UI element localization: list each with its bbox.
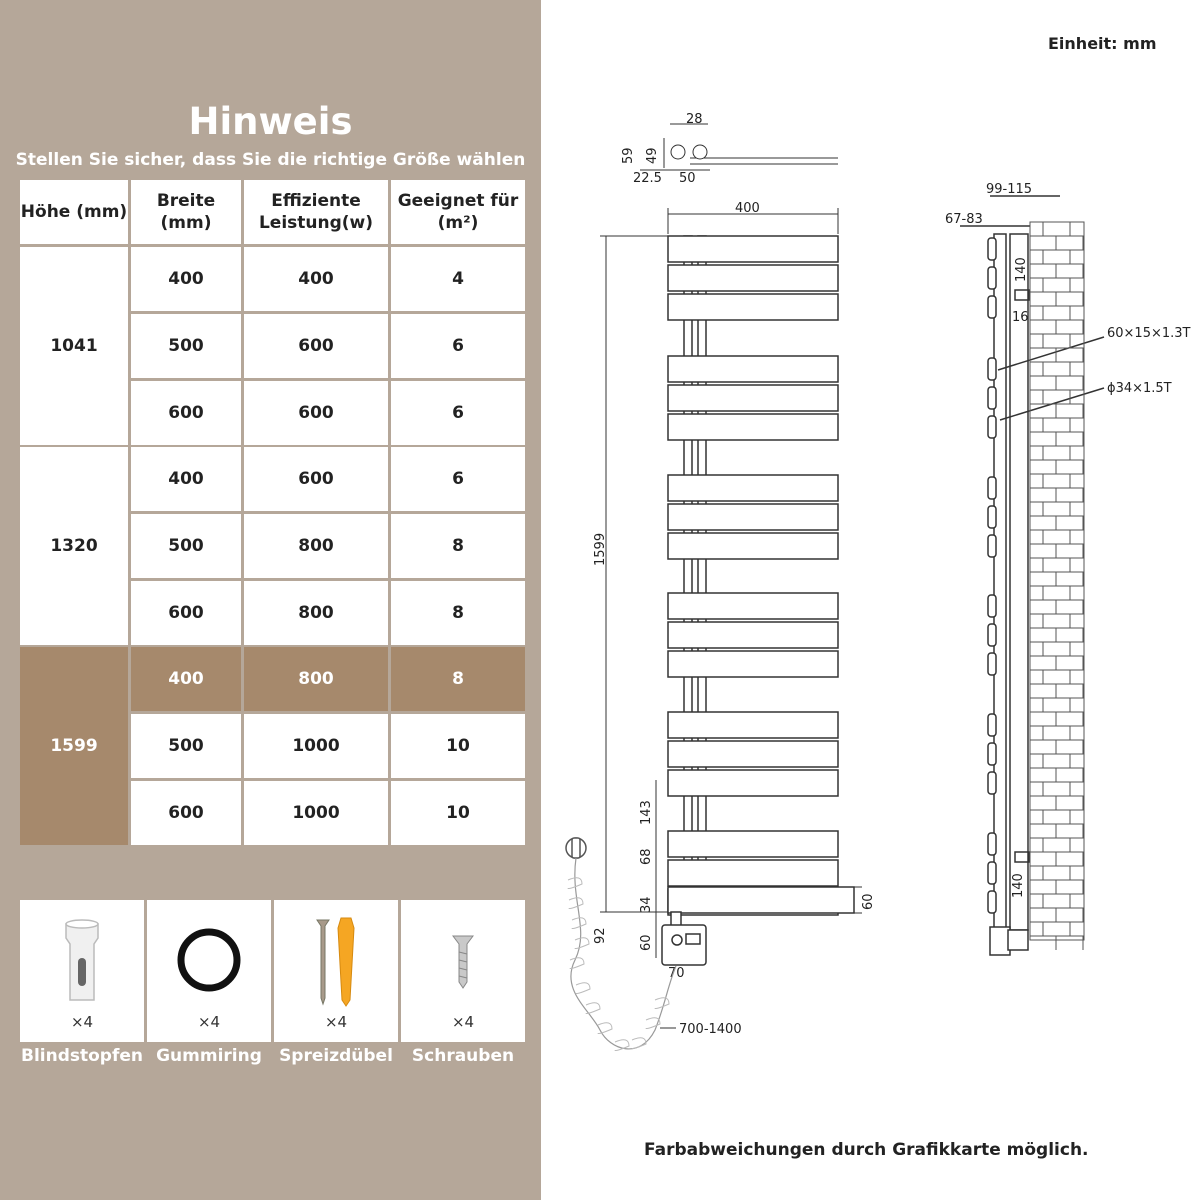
wall-bracket: [1015, 290, 1029, 300]
radiator-bar: [668, 741, 838, 767]
radiator-bar: [668, 265, 838, 291]
dim-label: 59: [621, 147, 636, 164]
table-cell-width: 400: [131, 247, 241, 311]
table-header-power: Effiziente Leistung(w): [244, 180, 388, 244]
page-title: Hinweis: [188, 100, 353, 143]
radiator-bar: [668, 860, 838, 886]
side-bar-end: [988, 653, 996, 675]
vertical-post: [684, 236, 692, 912]
side-bar-end: [988, 862, 996, 884]
side-bar-end: [988, 891, 996, 913]
side-bar-end: [988, 267, 996, 289]
table-cell-power: 400: [244, 247, 388, 311]
dim-label: 34: [639, 896, 654, 913]
side-bar-end: [988, 535, 996, 557]
side-bar-end: [988, 743, 996, 765]
radiator-bar: [668, 294, 838, 320]
pipe-circle: [693, 145, 707, 159]
accessory-name: Spreizdübel: [279, 1046, 393, 1066]
side-bar-end: [988, 772, 996, 794]
coiled-cable: [571, 858, 676, 1049]
table-group-height: 1320: [20, 447, 128, 645]
side-tube: [1010, 234, 1028, 930]
accessory-name: Schrauben: [411, 1046, 515, 1066]
radiator-bottom-bar: [668, 887, 854, 913]
dim-label: 1599: [593, 532, 608, 566]
dim-label: 22.5: [633, 171, 662, 186]
table-cell-width-highlighted: 400: [131, 647, 241, 711]
dim-label: 140: [1011, 873, 1026, 898]
dim-label: 70: [668, 966, 685, 981]
table-cell-power: 1000: [244, 781, 388, 845]
side-bar-end: [988, 595, 996, 617]
radiator-bar: [668, 712, 838, 738]
accessory-name: Blindstopfen: [20, 1046, 143, 1066]
table-group-height-highlighted: 1599: [20, 647, 128, 845]
dim-label: 60: [861, 893, 876, 910]
table-cell-area: 8: [391, 514, 525, 578]
dim-label: 60: [639, 934, 654, 951]
page-subtitle: Stellen Sie sicher, dass Sie die richtige Größe wählen: [15, 150, 526, 170]
side-rail: [994, 234, 1006, 930]
radiator-bar: [668, 831, 838, 857]
radiator-bar: [668, 770, 838, 796]
table-cell-power: 600: [244, 314, 388, 378]
side-bar-end: [988, 238, 996, 260]
dim-label: 140: [1014, 257, 1029, 282]
table-cell-area: 8: [391, 581, 525, 645]
side-heating-element: [990, 927, 1028, 955]
dim-label: 92: [593, 927, 608, 944]
table-header-width: Breite (mm): [131, 180, 241, 244]
radiator-bar: [668, 622, 838, 648]
radiator-bar: [668, 236, 838, 262]
side-bar-end: [988, 714, 996, 736]
table-cell-width: 600: [131, 581, 241, 645]
brick-wall: [1030, 222, 1084, 950]
dim-label: 700-1400: [679, 1022, 742, 1037]
unit-label: Einheit: mm: [1048, 34, 1157, 53]
dim-label: 49: [645, 147, 660, 164]
table-cell-power: 600: [244, 381, 388, 445]
radiator-bar: [668, 475, 838, 501]
side-bar-end: [988, 416, 996, 438]
radiator-bar: [668, 593, 838, 619]
dim-label: 16: [1012, 310, 1029, 325]
side-bar-end: [988, 477, 996, 499]
table-cell-area-highlighted: 8: [391, 647, 525, 711]
dim-label: 68: [639, 848, 654, 865]
table-cell-area: 4: [391, 247, 525, 311]
wall-outline: [1030, 222, 1084, 940]
table-cell-area: 6: [391, 381, 525, 445]
radiator-bar: [668, 385, 838, 411]
table-cell-width: 500: [131, 314, 241, 378]
leader-line: [998, 337, 1104, 370]
accessory-qty: ×4: [197, 1013, 221, 1031]
table-cell-width: 400: [131, 447, 241, 511]
side-bar-end: [988, 624, 996, 646]
vertical-post: [698, 236, 706, 912]
table-cell-power: 600: [244, 447, 388, 511]
table-cell-area: 10: [391, 714, 525, 778]
side-bar-end: [988, 296, 996, 318]
heating-element: [662, 912, 706, 965]
table-cell-area: 10: [391, 781, 525, 845]
dim-label: 99-115: [986, 182, 1033, 197]
accessory-qty: ×4: [324, 1013, 348, 1031]
table-cell-power: 800: [244, 514, 388, 578]
side-bar-end: [988, 358, 996, 380]
dim-label: ϕ34×1.5T: [1107, 381, 1172, 396]
table-cell-width: 500: [131, 714, 241, 778]
radiator-front-view: [668, 236, 854, 915]
table-group-height: 1041: [20, 247, 128, 445]
accessory-qty: ×4: [451, 1013, 475, 1031]
dim-label: 28: [686, 112, 703, 127]
table-cell-power-highlighted: 800: [244, 647, 388, 711]
table-header-area: Geeignet für (m²): [391, 180, 525, 244]
table-header-height: Höhe (mm): [20, 180, 128, 244]
table-cell-width: 600: [131, 781, 241, 845]
dim-label: 400: [735, 201, 760, 216]
dim-label: 50: [679, 171, 696, 186]
dim-label: 143: [639, 800, 654, 825]
table-cell-area: 6: [391, 447, 525, 511]
table-cell-power: 800: [244, 581, 388, 645]
radiator-bar: [668, 414, 838, 440]
radiator-bar: [668, 356, 838, 382]
accessory-name: Gummiring: [156, 1046, 262, 1066]
table-cell-width: 600: [131, 381, 241, 445]
side-bar-end: [988, 833, 996, 855]
footer-note: Farbabweichungen durch Grafikkarte möglich.: [644, 1140, 1089, 1160]
dim-label: 60×15×1.3T: [1107, 326, 1191, 341]
side-bar-end: [988, 506, 996, 528]
dim-label: 67-83: [945, 212, 983, 227]
table-cell-width: 500: [131, 514, 241, 578]
table-cell-area: 6: [391, 314, 525, 378]
pipe-circle: [671, 145, 685, 159]
radiator-bar: [668, 651, 838, 677]
radiator-bar: [668, 504, 838, 530]
accessory-qty: ×4: [70, 1013, 94, 1031]
table-cell-power: 1000: [244, 714, 388, 778]
radiator-bar: [668, 533, 838, 559]
power-plug-icon: [566, 838, 586, 858]
wall-bracket: [1015, 852, 1029, 862]
side-bar-end: [988, 387, 996, 409]
